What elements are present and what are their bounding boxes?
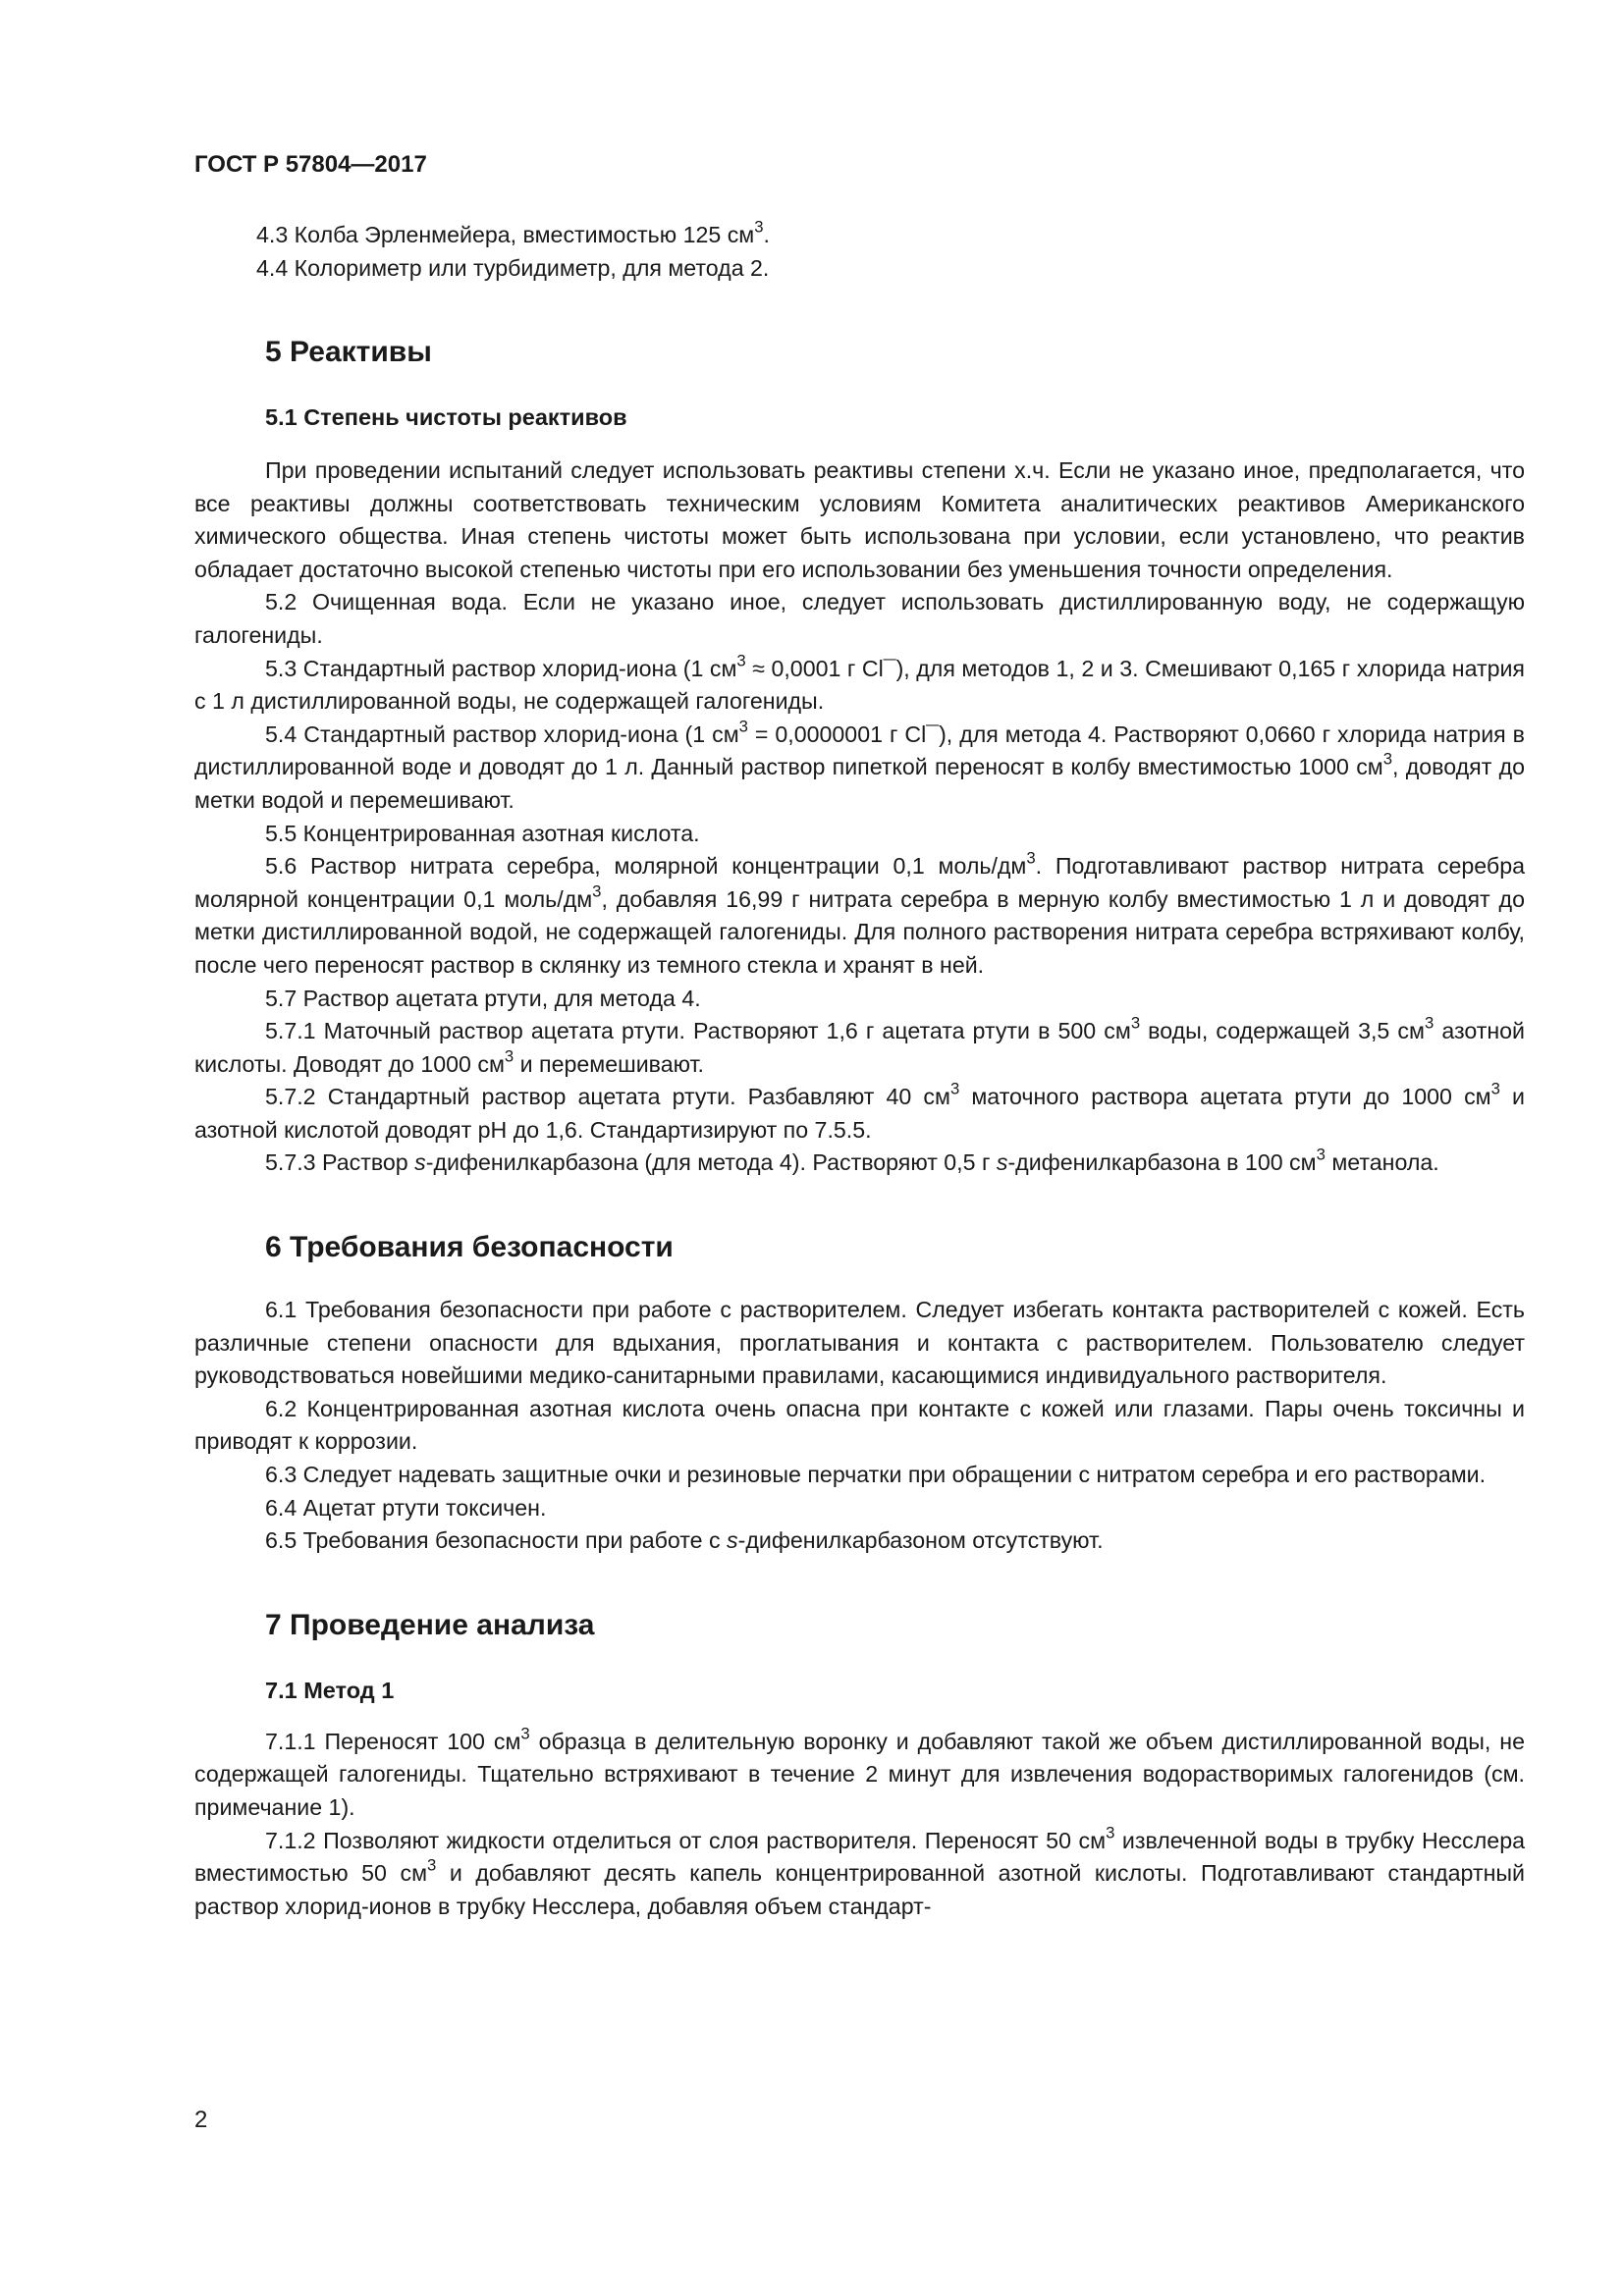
paragraph-5-5: 5.5 Концентрированная азотная кислота. xyxy=(265,820,700,846)
paragraph-5-7-2: 5.7.2 Стандартный раствор ацетата ртути. Разбавляют 40 $см^3$ маточного раствора ацетата ртути до 1000 $см^3$ и азотной кислотой доводят pH до 1,6. Стандартизируют по 7.5.5. xyxy=(194,1079,1525,1143)
paragraph-5-1: При проведении испытаний следует использовать реактивы степени х.ч. Если не указано иное, предполагается, что все реактивы должны соответствовать техническим условиям Комитета аналитических реактивов Американского химического общества. Иная степень чистоты может быть использована при условии, если установлено, что реактив обладает достаточно высокой степенью чистоты при его использовании без уменьшения точности определения. xyxy=(194,457,1525,582)
item-4-3: 4.3 Колба Эрленмейера, вместимостью 125 $см^3$. xyxy=(256,217,770,247)
section-5-title: 5 Реактивы xyxy=(265,336,432,368)
page-number: 2 xyxy=(194,2107,208,2133)
paragraph-5-6: 5.6 Раствор нитрата серебра, молярной концентрации 0,1 моль/$дм^3$. Подготавливают раствор нитрата серебра молярной концентрации 0,1 моль/$дм^3$, добавляя 16,99 г нитрата серебра в мерную колбу вместимостью 1 л и доводят до метки дистиллированной водой, не содержащей галогениды. Для полного растворения нитрата серебра встряхивают колбу, после чего переносят раствор в склянку из темного стекла и хранят в ней. xyxy=(194,848,1526,978)
page-content xyxy=(194,218,1525,1923)
paragraph-6-5: 6.5 Требования безопасности при работе с s-дифенилкарбазоном отсутствуют. xyxy=(265,1527,1104,1554)
paragraph-5-7: 5.7 Раствор ацетата ртути, для метода 4. xyxy=(265,985,701,1011)
section-7-title: 7 Проведение анализа xyxy=(265,1608,595,1641)
paragraph-6-1: 6.1 Требования безопасности при работе с растворителем. Следует избегать контакта растворителей с кожей. Есть различные степени опасности для вдыхания, проглатывания и контакта с растворителем. Пользователю следует руководствоваться новейшими медико-санитарными правилами, касающимися индивидуального растворителя. xyxy=(194,1297,1525,1389)
section-6-title: 6 Требования безопасности xyxy=(265,1231,674,1264)
paragraph-6-2: 6.2 Концентрированная азотная кислота очень опасна при контакте с кожей или глазами. Пары очень токсичны и приводят к коррозии. xyxy=(194,1395,1525,1455)
paragraph-5-7-3: 5.7.3 Раствор s-дифенилкарбазона (для метода 4). Растворяют 0,5 г s-дифенилкарбазона в 100 $см^3$ метанола. xyxy=(265,1146,1439,1176)
document-header: ГОСТ Р 57804—2017 xyxy=(194,151,427,178)
paragraph-6-4: 6.4 Ацетат ртути токсичен. xyxy=(265,1494,547,1521)
paragraph-5-7-1: 5.7.1 Маточный раствор ацетата ртути. Растворяют 1,6 г ацетата ртути в 500 $см^3$ воды, содержащей 3,5 $см^3$ азотной кислоты. Доводят до 1000 $см^3$ и перемешивают. xyxy=(194,1013,1525,1077)
item-4-4: 4.4 Колориметр или турбидиметр, для метода 2. xyxy=(256,255,770,281)
subsection-5-1-title: 5.1 Степень чистоты реактивов xyxy=(265,404,627,430)
paragraph-5-3: 5.3 Стандартный раствор хлорид-иона (1 $см^3 \approx 0,0001$ г Cl¯), для методов 1, 2 и 3. Смешивают 0,165 г хлорида натрия с 1 л дистиллированной воды, не содержащей галогениды. xyxy=(194,651,1525,715)
paragraph-7-1-2: 7.1.2 Позволяют жидкости отделиться от слоя растворителя. Переносят 50 $см^3$ извлеченной воды в трубку Несслера вместимостью 50 $см^3$ и добавляют десять капель концентрированной азотной кислоты. Подготавливают стандартный раствор хлорид-ионов в трубку Несслера, добавляя объем стандарт- xyxy=(194,1823,1525,1919)
paragraph-7-1-1: 7.1.1 Переносят 100 $см^3$ образца в делительную воронку и добавляют такой же объем дистиллированной воды, не содержащей галогениды. Тщательно встряхивают в течение 2 минут для извлечения водорастворимых галогенидов (см. примечание 1). xyxy=(194,1724,1525,1820)
subsection-7-1-title: 7.1 Метод 1 xyxy=(265,1677,395,1703)
paragraph-5-4: 5.4 Стандартный раствор хлорид-иона (1 $см^3 = 0,0000001$ г Cl¯), для метода 4. Растворяют 0,0660 г хлорида натрия в дистиллированной воде и доводят до 1 л. Данный раствор пипеткой переносят в колбу вместимостью 1000 $см^3$, доводят до метки водой и перемешивают. xyxy=(194,717,1526,813)
paragraph-5-2: 5.2 Очищенная вода. Если не указано иное, следует использовать дистиллированную воду, не содержащую галогениды. xyxy=(194,589,1525,648)
paragraph-6-3: 6.3 Следует надевать защитные очки и резиновые перчатки при обращении с нитратом серебра и его растворами. xyxy=(265,1462,1487,1488)
